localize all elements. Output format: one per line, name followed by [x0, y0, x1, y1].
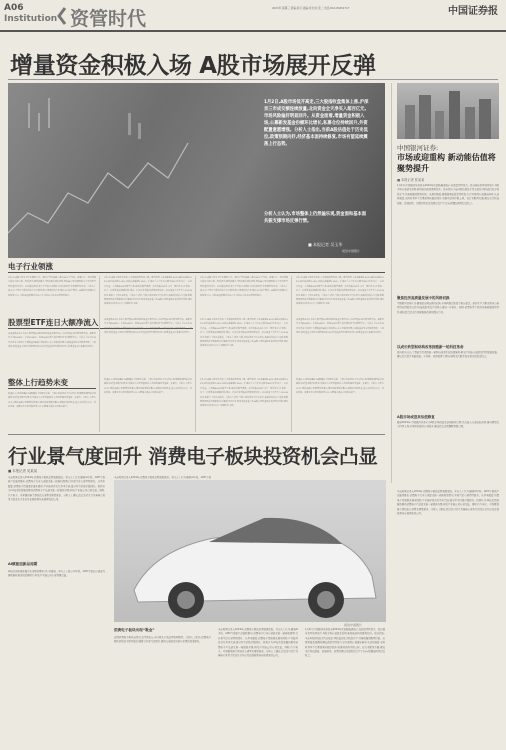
sidebar-body: 1月2日,中国银河证券发布2024年度策略展望表示,在政策持续发力、经济稳步复苏的背景下,A股市场有望迎来重构,新动能估值将聚势提升。报告指出,当前A股估值处于历史低位,风险溢价处于较高水平,具备较强的配置价值。从盈利端看,随着稳增长政策持续发力,企业盈利有望逐步修复;从估值端看,无风险利率下行叠加风险偏好回升,将推动估值中枢上移。在行业配置方面,建议关注科技创新、高端制造、消费升级以及高股息资产等方向,把握结构性投资机会。 — [397, 184, 499, 205]
section-body-1-col3: 1月2日,A股市场电子行业领涨,申万一级电子行业指数上涨2.85%,半导体、消费电子、元件等细分板块全线上涨。机构表示,随着消费电子终端需求逐步回暖,叠加AI应用加速落地,电子行业景气度有望持续回升。从业绩层面看,部分半导体公司库存去化接近尾声,毛利率有所改善。分析人士指出,电子行业当前估值处于历史相对低位,配置价值凸显,建议关注国产替代、AI硬件及消费电子创新等方向。机构资金近期持续流入电子板块,市场关注度明显提升。 — [200, 277, 288, 297]
section-body-2-col4: 从资金面来看,1月2日,股票型ETF继续获得资金大额净流入,多只宽基ETF份额显著增加。数据显示,沪深300ETF、中证500ETF、科创50ETF等产品份额均有不同程度增长。分析人士认为,ETF持续净流入体现了长期资金对A股市场的信心,在市场底部区域,长线资金逆势布局特征明显。与此同时,新发基金市场也出现回暖迹象,权益类基金发行份额环比增长,私募基金仓位指数持续回升。 — [296, 319, 384, 335]
feature-photo — [114, 480, 386, 622]
column-rule — [99, 276, 100, 432]
section-body-1-col1: 1月2日,A股市场电子行业领涨,申万一级电子行业指数上涨2.85%,半导体、消费电子、元件等细分板块全线上涨。机构表示,随着消费电子终端需求逐步回暖,叠加AI应用加速落地,电子行业景气度有望持续回升。从业绩层面看,部分半导体公司库存去化接近尾声,毛利率有所改善。分析人士指出,电子行业当前估值处于历史相对低位,配置价值凸显,建议关注国产替代、AI硬件及消费电子创新等方向。机构资金近期持续流入电子板块,市场关注度明显提升。 — [8, 277, 96, 297]
feature-headline: 行业景气度回升 消费电子板块投资机会凸显 — [8, 445, 378, 468]
section-body-1-col2: 1月2日,A股市场低开高走,三大股指收盘集体上涨。截至收盘,上证指数涨0.62%,深证成指涨1.03%,创业板指涨1.30%,北证50指数涨1.85%。沪深北三市合计成交额为9877亿元,较上一交易日放量。市场超4000只股票上涨,逾百只股票涨停。从行业板块来看,申万一级行业中,计算机、电子、传媒等板块涨幅居前,煤炭、石油石化等板块表现相对较弱。北向资金全天净买入114.26亿元,创近三个月以来新高。分析人士表示,当前市场估值处于历史低位,具备较高的安全边际,政策面积极因素不断累积,经济数据持续改善,叠加增量资金入场,A股市场有望迎来估值修复行情,建议投资者关注科技成长与消费复苏主线。 — [104, 277, 192, 306]
lead-text: 1月2日,A股市场低开高走,三大股指收盘集体上涨,沪深京三市成交额连续放量,北向资金全天净买入超百亿元,市场风险偏好明显回升。从资金面看,增量资金积极入场,公募新发基金份额环比增长,私募仓位持续回升,外资配置意愿增强。分析人士指出,当前A股估值处于历史低位,政策预期向好,经济基本面持续修复,市场有望延续震荡上行态势。 — [264, 100, 369, 147]
section-body-3-col4: 展望后市,机构普遍认为A股整体上行趋势未变。当前市场估值处于历史低位,政策面积极因素持续累积,经济基本面持续修复,外资流入态势有望延续,市场风险偏好有望进一步提升。分析人士表示,从中长期看,A股市场配置价值突出,建议投资者保持耐心,把握结构性机会,重点关注科技成长、高端制造、消费复苏以及高股息等方向,在震荡中逐步布局优质资产。 — [296, 379, 384, 395]
lead-photo — [8, 83, 385, 258]
page-header — [0, 0, 506, 30]
section-body-3-col1: 展望后市,机构普遍认为A股整体上行趋势未变。当前市场估值处于历史低位,政策面积极因素持续累积,经济基本面持续修复,外资流入态势有望延续,市场风险偏好有望进一步提升。分析人士表示,从中长期看,A股市场配置价值突出,建议投资者保持耐心,把握结构性机会,重点关注科技成长、高端制造、消费复苏以及高股息等方向,在震荡中逐步布局优质资产。 — [8, 393, 96, 409]
sidebar-sub2-title: 以成长转型和结构改革拥抱新一轮科技革命 — [397, 345, 464, 349]
feature-photo-caption: 视觉中国图片 — [344, 623, 363, 627]
section-body-2-col2: 从资金面来看,1月2日,股票型ETF继续获得资金大额净流入,多只宽基ETF份额显著增加。数据显示,沪深300ETF、中证500ETF、科创50ETF等产品份额均有不同程度增长。分析人士认为,ETF持续净流入体现了长期资金对A股市场的信心,在市场底部区域,长线资金逆势布局特征明显。与此同时,新发基金市场也出现回暖迹象,权益类基金发行份额环比增长,私募基金仓位指数持续回升。 — [104, 319, 192, 335]
feature-body-col3: 当前时间已进入2024年,消费电子板块近期表现活跃。业内人士认为,随着AI手机、AIPC等创新产品陆续推出,消费电子行业有望迎来新一轮换机周期,行业景气度有望持续回升。从基本面看,消费电子终端需求逐步回暖,产业链库存去化基本完成,部分环节价格企稳回升。机构认为,AI技术的发展将推动消费电子产品迎来新一轮创新升级,相关产业链公司有望受益。同时,汽车电子、可穿戴设备等领域也有望带来增量需求。分析人士建议,投资者可关注具备核心竞争力的龙头企业以及在创新领域布局领先的公司。 — [218, 628, 298, 658]
feature-body-col1: 当前时间已进入2024年,消费电子板块近期表现活跃。业内人士认为,随着AI手机、AIPC等创新产品陆续推出,消费电子行业有望迎来新一轮换机周期,行业景气度有望持续回升。从基本面看,消费电子终端需求逐步回暖,产业链库存去化基本完成,部分环节价格企稳回升。机构认为,AI技术的发展将推动消费电子产品迎来新一轮创新升级,相关产业链公司有望受益。同时,汽车电子、可穿戴设备等领域也有望带来增量需求。分析人士建议,投资者可关注具备核心竞争力的龙头企业以及在创新领域布局领先的公司。 — [8, 476, 105, 502]
headline-rule — [8, 79, 498, 80]
section-body-2-col1: 从资金面来看,1月2日,股票型ETF继续获得资金大额净流入,多只宽基ETF份额显著增加。数据显示,沪深300ETF、中证500ETF、科创50ETF等产品份额均有不同程度增长。分析人士认为,ETF持续净流入体现了长期资金对A股市场的信心,在市场底部区域,长线资金逆势布局特征明显。与此同时,新发基金市场也出现回暖迹象,权益类基金发行份额环比增长,私募基金仓位指数持续回升。 — [8, 333, 96, 349]
sidebar-source: 中国银河证券: — [397, 144, 439, 152]
sidebar-photo — [397, 83, 499, 139]
section-body-1-col4: 1月2日,A股市场低开高走,三大股指收盘集体上涨。截至收盘,上证指数涨0.62%,深证成指涨1.03%,创业板指涨1.30%,北证50指数涨1.85%。沪深北三市合计成交额为9877亿元,较上一交易日放量。市场超4000只股票上涨,逾百只股票涨停。从行业板块来看,申万一级行业中,计算机、电子、传媒等板块涨幅居前,煤炭、石油石化等板块表现相对较弱。北向资金全天净买入114.26亿元,创近三个月以来新高。分析人士表示,当前市场估值处于历史低位,具备较高的安全边际,政策面积极因素不断累积,经济数据持续改善,叠加增量资金入场,A股市场有望迎来估值修复行情,建议投资者关注科技成长与消费复苏主线。 — [296, 277, 384, 306]
section-logo — [54, 4, 174, 28]
main-headline: 增量资金积极入场 A股市场展开反弹 — [10, 53, 376, 79]
paper-name: 中国证券报 — [448, 6, 498, 17]
section-body-2-col3: 1月2日,A股市场低开高走,三大股指收盘集体上涨。截至收盘,上证指数涨0.62%,深证成指涨1.03%,创业板指涨1.30%,北证50指数涨1.85%。沪深北三市合计成交额为9877亿元,较上一交易日放量。市场超4000只股票上涨,逾百只股票涨停。从行业板块来看,申万一级行业中,计算机、电子、传媒等板块涨幅居前,煤炭、石油石化等板块表现相对较弱。北向资金全天净买入114.26亿元,创近三个月以来新高。分析人士表示,当前市场估值处于历史低位,具备较高的安全边际,政策面积极因素不断累积,经济数据持续改善,叠加增量资金入场,A股市场有望迎来估值修复行情,建议投资者关注科技成长与消费复苏主线。 — [200, 319, 288, 348]
meta-line: 2023年 星期三 责编:孙可 美编:刘 校对:张二 电话:010-83251717 — [272, 7, 350, 10]
feature-body-col4: 1月2日,中国银河证券发布2024年度策略展望表示,在政策持续发力、经济稳步复苏的背景下,A股市场有望迎来重构,新动能估值将聚势提升。报告指出,当前A股估值处于历史低位,风险溢价处于较高水平,具备较强的配置价值。从盈利端看,随着稳增长政策持续发力,企业盈利有望逐步修复;从估值端看,无风险利率下行叠加风险偏好回升,将推动估值中枢上移。在行业配置方面,建议关注科技创新、高端制造、消费升级以及高股息资产等方向,把握结构性投资机会。 — [305, 628, 385, 658]
sidebar-sub3-body: 展望2024年,中国银河证券认为A股市场或迎来估值修复行情,外资流入有望边际改善,国内增量资金持续入场,市场风险偏好有望提升,建议投资者把握配置窗口期。 — [397, 421, 499, 429]
sidebar-byline: ■ 本报记者 张某某 — [397, 178, 425, 182]
section-chevron-icon — [56, 6, 70, 26]
sidebar-sub2-body: 报告指出,以人工智能为代表的新一轮科技革命正在加速演进,相关产业链有望迎来持续发展机遇。建议关注算力基础设施、半导体、软件服务等领域,同时关注数字经济相关的投资机会。 — [397, 351, 499, 359]
column-rule — [391, 83, 392, 483]
lead-body: 分析人士认为,市场整体上仍然偏乐观,资金面和基本面共振支撑市场反弹行情。 — [264, 212, 367, 224]
feature-byline: ■ 本报记者 吴某某 — [8, 469, 38, 473]
section-title: 资管时代 — [70, 8, 147, 30]
section-title-2: 股票型ETF连日大额净流入 — [8, 318, 193, 329]
column-rule — [291, 276, 292, 432]
feature-sub1-body: AI技术的快速发展正在重塑消费电子行业格局。业内人士表示,AI手机、AIPC等新品有望成为推动换机需求的重要动力,相关产业链公司有望显著受益。 — [8, 570, 105, 578]
column-rule — [195, 276, 196, 432]
section-en: Institution — [4, 14, 58, 24]
sidebar-sub1-title: 聚焦经济高质量发展中的风格切换 — [397, 296, 450, 300]
feature-top-rule — [8, 434, 385, 435]
feature-sub2-body: 近期消费电子板块获得资金持续流入,多只相关个股获得机构增持。分析人士指出,消费电子板块估值处于相对低位,随着行业景气度回升,板块有望迎来估值与业绩的双重修复。 — [114, 636, 211, 644]
city-skyline-icon — [397, 83, 499, 139]
sidebar-story — [397, 83, 499, 483]
lead-photo-caption: 视觉中国图片 — [342, 249, 361, 253]
section-body-3-col2: 展望后市,机构普遍认为A股整体上行趋势未变。当前市场估值处于历史低位,政策面积极因素持续累积,经济基本面持续修复,外资流入态势有望延续,市场风险偏好有望进一步提升。分析人士表示,从中长期看,A股市场配置价值突出,建议投资者保持耐心,把握结构性机会,重点关注科技成长、高端制造、消费复苏以及高股息等方向,在震荡中逐步布局优质资产。 — [104, 379, 192, 395]
section-title-3: 整体上行趋势未变 — [8, 378, 96, 389]
section-title-1: 电子行业领涨 — [8, 262, 385, 273]
sidebar-sub1-body: 中国银河证券认为,随着经济增长模式转换,市场风格也将发生相应变化。新质生产力相关领域有望持续获得政策支持,科技创新类资产估值有望进一步提升。同时,消费复苏主线仍具备较强的持续性,建议投资者关注供需格局改善的细分行业。 — [397, 302, 499, 314]
lead-text-box — [264, 99, 370, 249]
section-body-3-col3: 1月2日,A股市场低开高走,三大股指收盘集体上涨。截至收盘,上证指数涨0.62%,深证成指涨1.03%,创业板指涨1.30%,北证50指数涨1.85%。沪深北三市合计成交额为9877亿元,较上一交易日放量。市场超4000只股票上涨,逾百只股票涨停。从行业板块来看,申万一级行业中,计算机、电子、传媒等板块涨幅居前,煤炭、石油石化等板块表现相对较弱。北向资金全天净买入114.26亿元,创近三个月以来新高。分析人士表示,当前市场估值处于历史低位,具备较高的安全边际,政策面积极因素不断累积,经济数据持续改善,叠加增量资金入场,A股市场有望迎来估值修复行情,建议投资者关注科技成长与消费复苏主线。 — [200, 379, 288, 408]
page-code: A06 — [4, 3, 24, 13]
electric-car-icon — [114, 480, 386, 622]
feature-sub1-title: AI赋能迎新品周期 — [8, 562, 38, 566]
lead-byline: ■ 本报记者 吴玉华 — [308, 242, 343, 247]
header-rule — [0, 30, 506, 32]
feature-body-col5: 当前时间已进入2024年,消费电子板块近期表现活跃。业内人士认为,随着AI手机、AIPC等创新产品陆续推出,消费电子行业有望迎来新一轮换机周期,行业景气度有望持续回升。从基本面看,消费电子终端需求逐步回暖,产业链库存去化基本完成,部分环节价格企稳回升。机构认为,AI技术的发展将推动消费电子产品迎来新一轮创新升级,相关产业链公司有望受益。同时,汽车电子、可穿戴设备等领域也有望带来增量需求。分析人士建议,投资者可关注具备核心竞争力的龙头企业以及在创新领域布局领先的公司。 — [397, 490, 499, 516]
feature-body-col2: 当前时间已进入2024年,消费电子板块近期表现活跃。业内人士认为,随着AI手机、AIPC等创 — [114, 476, 211, 479]
sidebar-sub3-title: A股市场或迎来估值修复 — [397, 415, 435, 419]
feature-sub2-title: 消费电子板块出现“吸金” — [114, 628, 155, 632]
sidebar-headline: 市场或迎重构 新动能估值将聚势提升 — [397, 153, 496, 173]
